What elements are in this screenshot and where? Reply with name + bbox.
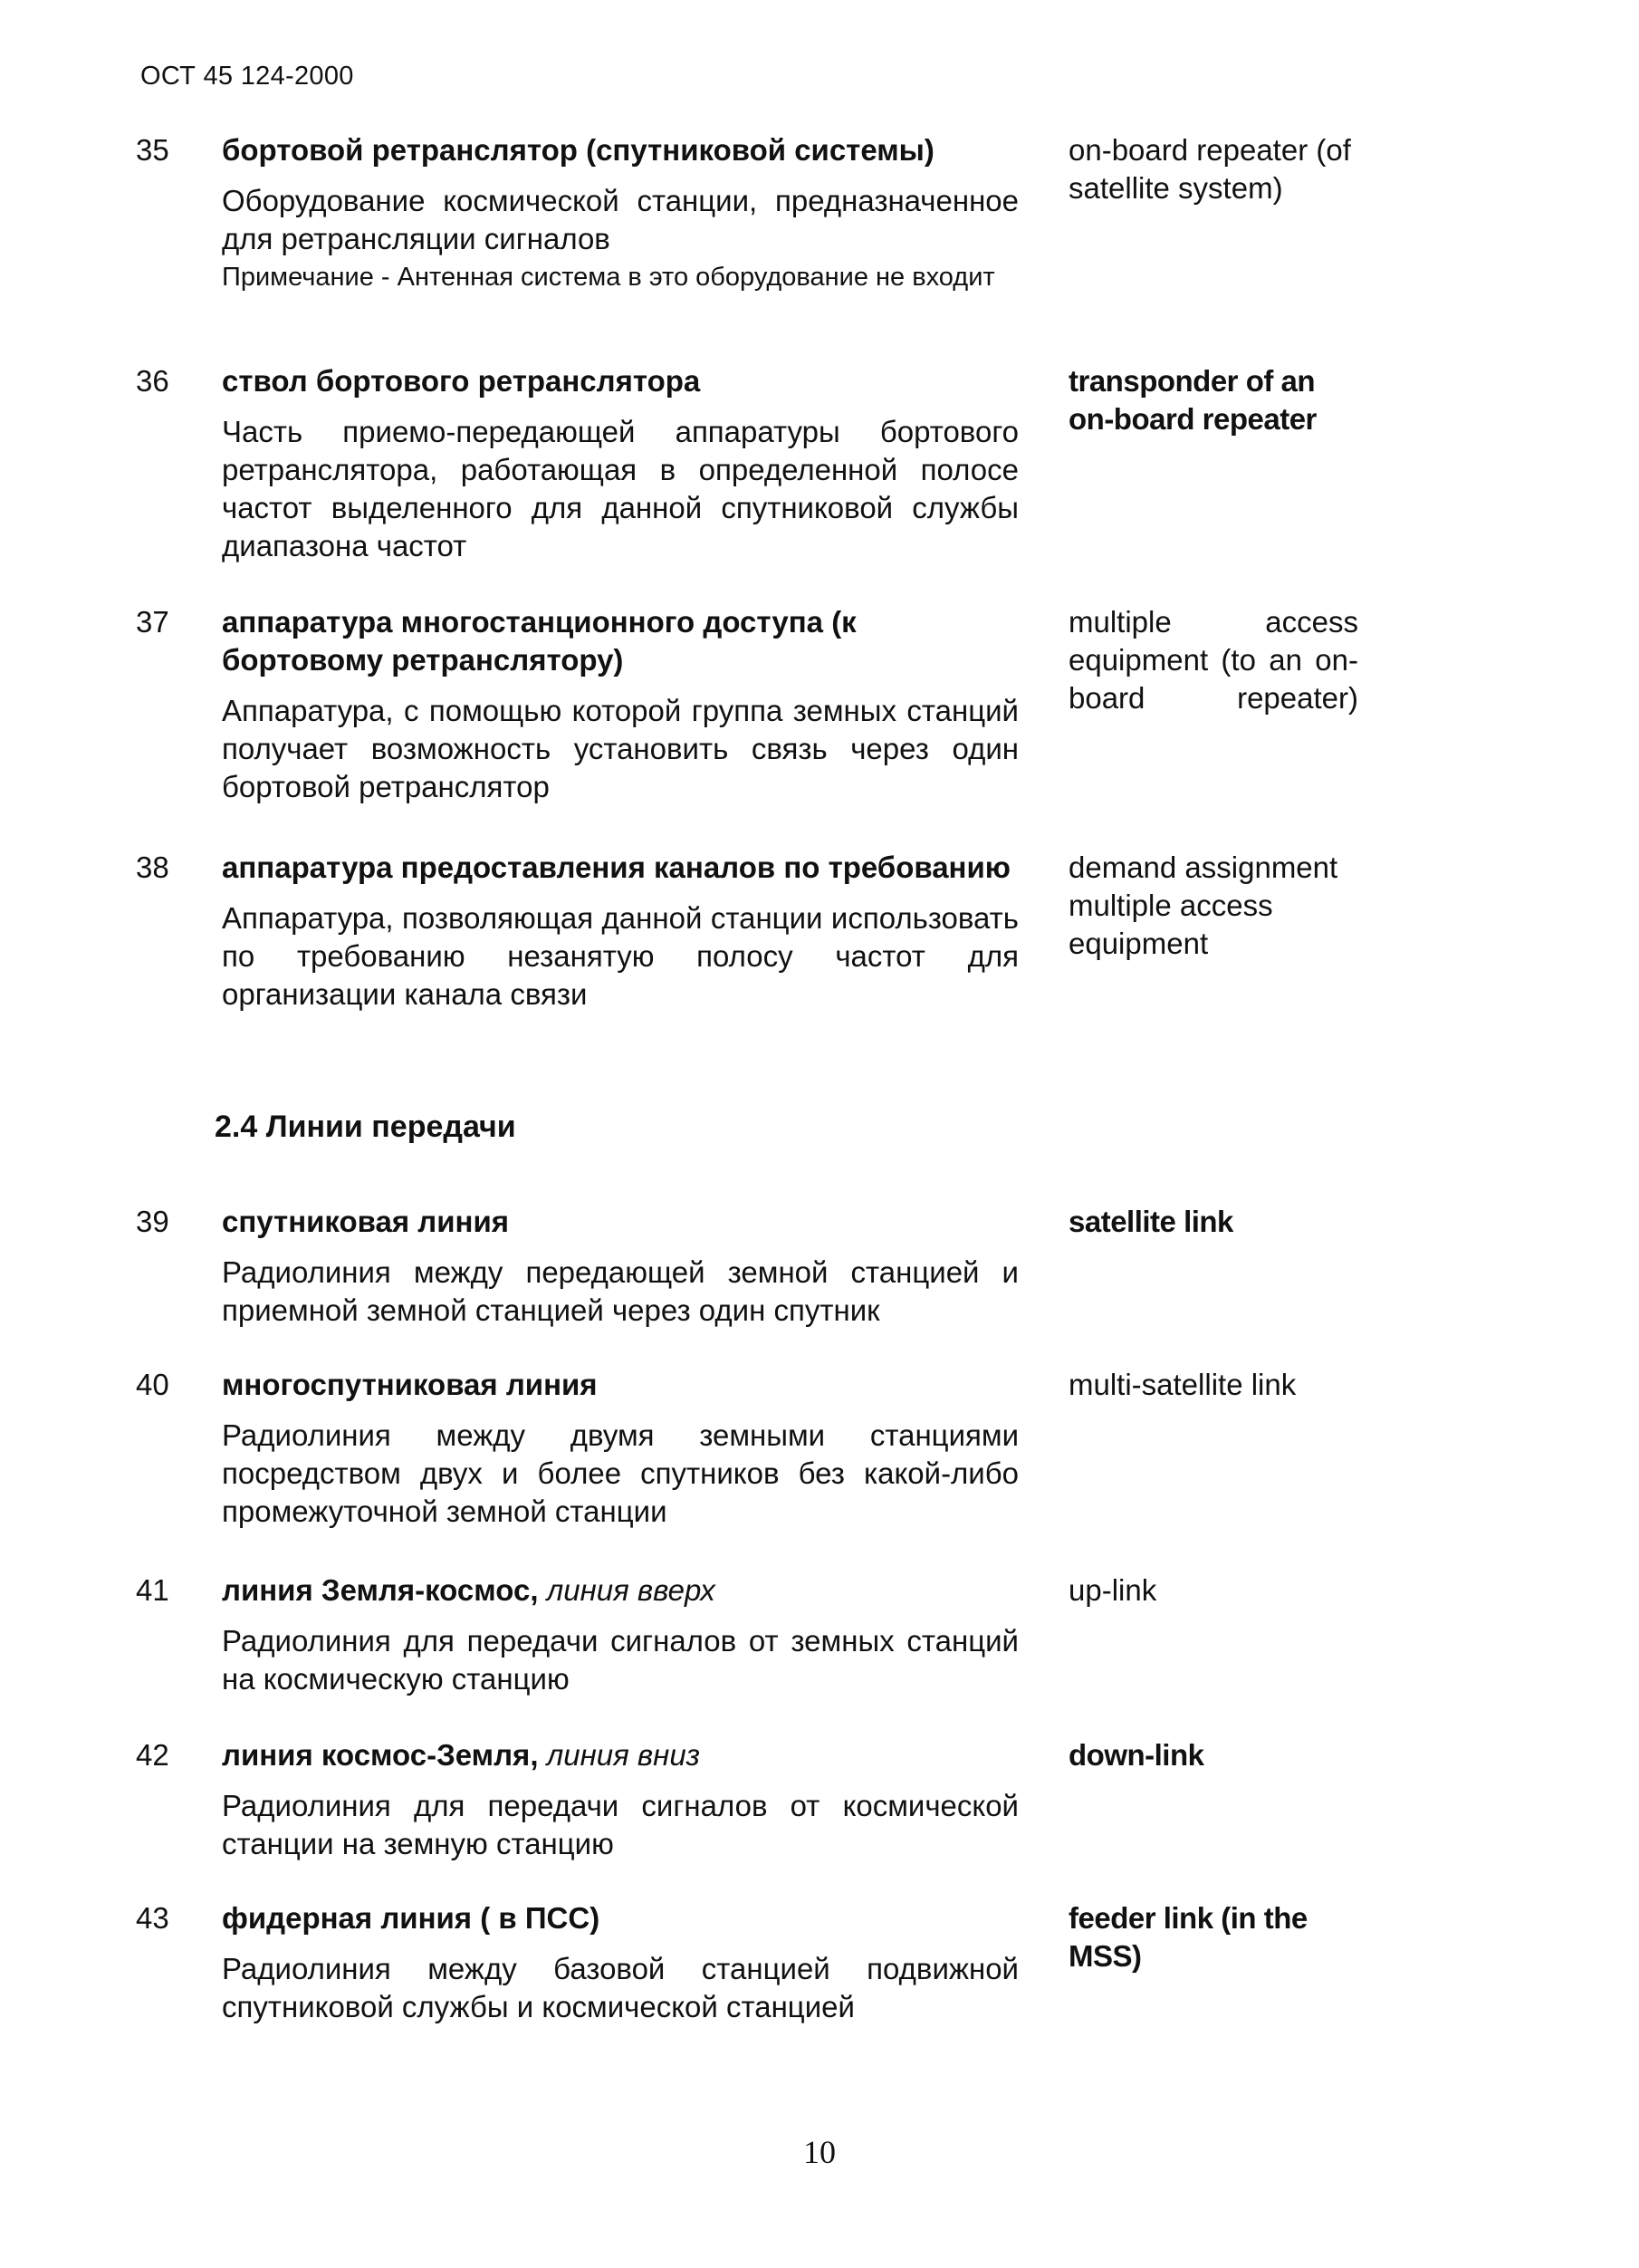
- term-definition: Радиолиния между двумя земными станциями посредством двух и более спутников без какой-либо промежуточной земной станции: [222, 1418, 1019, 1528]
- entry-russian: [222, 131, 1019, 295]
- term-definition: Радиолиния между базовой станцией подвижной спутниковой службы и космической станцией: [222, 1952, 1019, 2023]
- term-english: satellite link: [1069, 1205, 1233, 1238]
- term-name: фидерная линия ( в ПСС): [222, 1901, 600, 1935]
- entry-russian: [222, 362, 1019, 565]
- entry-russian: [222, 1203, 1019, 1330]
- term-definition: Аппаратура, позволяющая данной станции использовать по требованию незанятую полосу частот для организации канала связи: [222, 901, 1019, 1011]
- entry-number: 43: [136, 1901, 169, 1935]
- entry-russian: [222, 1899, 1019, 2026]
- term-english: demand assignment multiple access equipment: [1069, 850, 1338, 960]
- entry-russian: [222, 1571, 1019, 1698]
- term-english: transponder of an on-board repeater: [1069, 364, 1317, 436]
- entry-number: 35: [136, 133, 169, 167]
- entry-number: 42: [136, 1738, 169, 1772]
- entry-russian: [222, 603, 1019, 806]
- term-definition: Аппаратура, с помощью которой группа земных станций получает возможность установить связь через один бортовой ретранслятор: [222, 694, 1019, 803]
- entry-number: 40: [136, 1368, 169, 1401]
- term-definition: Радиолиния для передачи сигналов от космической станции на земную станцию: [222, 1789, 1019, 1860]
- term-note: Примечание - Антенная система в это оборудование не входит: [222, 263, 995, 292]
- entry-number: 39: [136, 1205, 169, 1238]
- document-code: ОСТ 45 124-2000: [140, 62, 354, 91]
- term-name: ствол бортового ретранслятора: [222, 364, 701, 398]
- entry-russian: [222, 1736, 1019, 1863]
- page-number: 10: [803, 2134, 836, 2170]
- term-main: линия Земля-космос,: [222, 1573, 539, 1607]
- entry-number: 38: [136, 850, 169, 884]
- term-english: multiple access equipment (to an on-board repeater): [1069, 605, 1358, 715]
- term-definition: Радиолиния между передающей земной станцией и приемной земной станцией через один спутник: [222, 1255, 1019, 1327]
- term-name: бортовой ретранслятор (спутниковой системы): [222, 133, 935, 167]
- entry-number: 36: [136, 364, 169, 398]
- section-title: 2.4 Линии передачи: [215, 1110, 516, 1144]
- term-english: feeder link (in the MSS): [1069, 1901, 1308, 1973]
- entry-russian: [222, 1366, 1019, 1531]
- term-main: линия космос-Земля,: [222, 1738, 539, 1772]
- term-name: аппаратура предоставления каналов по требованию: [222, 850, 1011, 884]
- term-name: спутниковая линия: [222, 1205, 510, 1238]
- term-definition: Часть приемо-передающей аппаратуры бортового ретранслятора, работающая в определенной полосе частот выделенного для данной спутниковой службы диапазона частот: [222, 415, 1019, 562]
- term-english: multi-satellite link: [1069, 1368, 1297, 1401]
- term-name: [222, 1571, 1019, 1610]
- term-definition: Оборудование космической станции, предназначенное для ретрансляции сигналов: [222, 184, 1019, 255]
- term-definition: Радиолиния для передачи сигналов от земных станций на космическую станцию: [222, 1624, 1019, 1696]
- term-name: аппаратура многостанционного доступа (к бортовому ретранслятору): [222, 605, 857, 677]
- term-name: многоспутниковая линия: [222, 1368, 598, 1401]
- term-english: up-link: [1069, 1573, 1157, 1607]
- entry-number: 37: [136, 605, 169, 639]
- entry-number: 41: [136, 1573, 169, 1607]
- term-english: down-link: [1069, 1738, 1204, 1772]
- term-synonym: линия вниз: [546, 1738, 701, 1772]
- entry-russian: [222, 849, 1019, 1014]
- term-english: on-board repeater (of satellite system): [1069, 133, 1351, 205]
- term-synonym: линия вверх: [546, 1573, 715, 1607]
- term-name: [222, 1736, 1019, 1774]
